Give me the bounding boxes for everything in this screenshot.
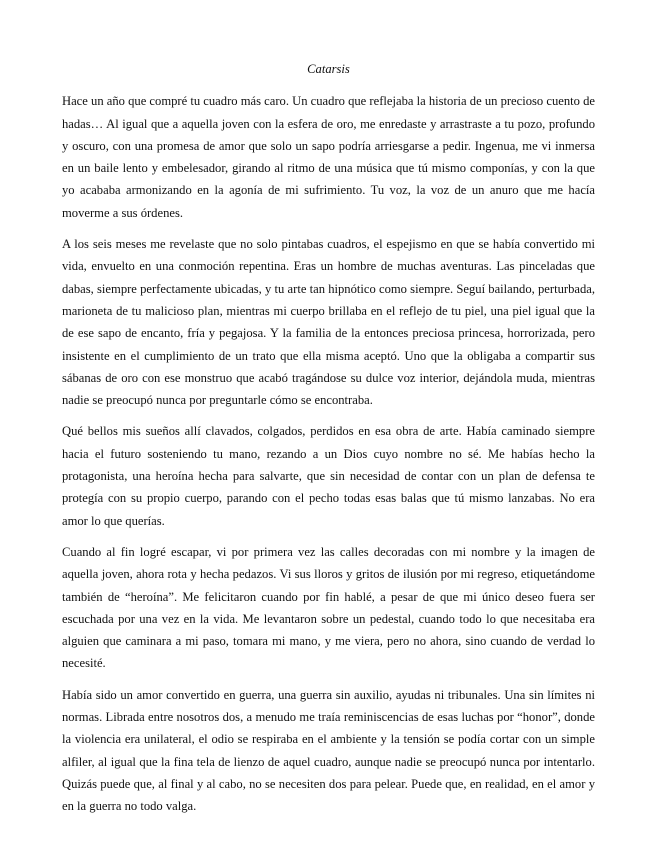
- paragraph-5: Había sido un amor convertido en guerra, una guerra sin auxilio, ayudas ni tribunales. Una sin límites ni normas. Librada entre nosotros dos, a menudo me traía reminiscencias de esas luchas por “honor”, donde la violencia era unilateral, el odio se respiraba en el ambiente y la tensión se podía cortar con un simple alfiler, al igual que la fina tela de lienzo de aquel cuadro, aunque nadie se preocupó nunca por intentarlo. Quizás puede que, al final y al cabo, no se necesiten dos para pelear. Puede que, en realidad, en el amor y en la guerra no todo valga.: [62, 687, 595, 814]
- paragraph-1: Hace un año que compré tu cuadro más caro. Un cuadro que reflejaba la historia de un precioso cuento de hadas… Al igual que a aquella joven con la esfera de oro, me enredaste y arrastraste a tu pozo, profundo y oscuro, con una promesa de amor que solo un sapo podría arriesgarse a pedir. Ingenua, me vi inmersa en un baile lento y embelesador, girando al ritmo de una música que tú mismo componías, y con la que yo acababa armonizando en la agonía de mi sufrimiento. Tu voz, la voz de un anuro que me hacía moverme a sus órdenes.: [62, 94, 595, 220]
- paragraph-4: Cuando al fin logré escapar, vi por primera vez las calles decoradas con mi nombre y la imagen de aquella joven, ahora rota y hecha pedazos. Vi sus lloros y gritos de ilusión por mi regreso, etiquetándome también de “heroína”. Me felicitaron cuando por fin hablé, a pesar de que mi único deseo fuera ser escuchada por una vez en la vida. Me levantaron sobre un pedestal, cuando todo lo que necesitaba era alguien que caminara a mi paso, tomara mi mano, y me viera, pero no ahora, sino cuando de verdad lo necesité.: [62, 544, 595, 671]
- paragraph-2: A los seis meses me revelaste que no solo pintabas cuadros, el espejismo en que se había convertido mi vida, envuelto en una conmoción repentina. Eras un hombre de muchas aventuras. Las pinceladas que dabas, siempre perfectamente ubicadas, y tu arte tan hipnótico como siempre. Seguí bailando, perturbada, marioneta de tu malicioso plan, mientras mi cuerpo brillaba en el reflejo de tu piel, una piel igual que la de ese sapo de encanto, fría y pegajosa. Y la familia de la entonces preciosa princesa, horrorizada, pero insistente en el cumplimiento de un trato que ella misma aceptó. Uno que la obligaba a compartir sus sábanas de oro con ese monstruo que acabó tragándose su dulce voz interior, dejándola muda, mientras nadie se preocupó nunca por preguntarle cómo se encontraba.: [62, 237, 595, 408]
- document-title: Catarsis: [307, 62, 350, 76]
- paragraph-3: Qué bellos mis sueños allí clavados, colgados, perdidos en esa obra de arte. Había caminado siempre hacia el futuro sosteniendo tu mano, rezando a un Dios cuyo nombre no sé. Me habías hecho la protagonista, una heroína hecha para salvarte, que sin necesidad de contar con un plan de defensa te protegía con su propio cuerpo, parando con el pecho todas esas balas que tú mismo lanzabas. No era amor lo que querías.: [62, 424, 595, 528]
- document-page: [62, 58, 595, 827]
